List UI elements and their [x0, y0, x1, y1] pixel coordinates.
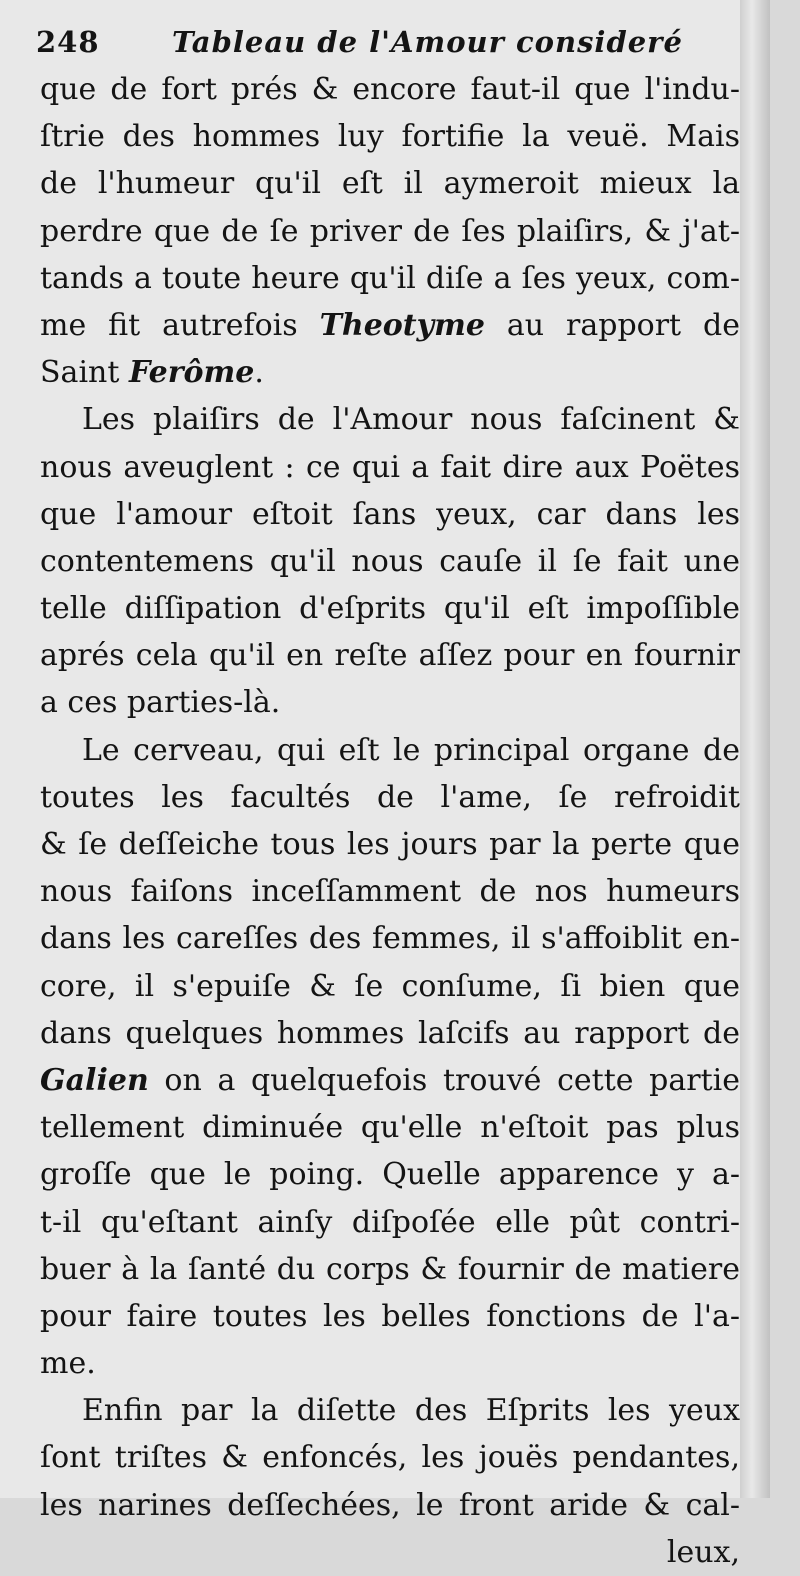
text-line: tands a toute heure qu'il diſe a ſes yeux, com- [40, 260, 740, 296]
body-text [40, 66, 740, 1576]
paragraph-start: Les plaiſirs de l'Amour nous faſcinent & [82, 402, 740, 438]
text-line [40, 302, 740, 349]
text-line: groſſe que le poing. Quelle apparence y a- [40, 1157, 740, 1193]
text-line: contentemens qu'il nous cauſe il ſe fait une [40, 543, 740, 579]
text-line: de l'humeur qu'il eſt il aymeroit mieux la [40, 166, 740, 202]
text-line: nous aveuglent : ce qui a fait dire aux Poëtes [40, 449, 740, 485]
text-line: toutes les facultés de l'ame, ſe refroidit [40, 779, 740, 815]
text-line [40, 1057, 740, 1104]
catchword: leux, [666, 1534, 740, 1570]
text-line: telle diſſipation d'eſprits qu'il eſt impoſſible [40, 591, 740, 627]
text-line: t-il qu'eſtant ainſy diſpoſée elle pût contri- [40, 1204, 740, 1240]
text-line: buer à la ſanté du corps & fournir de matiere [40, 1251, 740, 1287]
text-segment: on a quelquefois trouvé cette partie [148, 1062, 740, 1098]
text-line: tellement diminuée qu'elle n'eſtoit pas plus [40, 1110, 740, 1146]
name-galien: Galien [40, 1062, 149, 1098]
text-line: que de fort prés & encore faut-il que l'indu- [40, 72, 740, 107]
page-edge [740, 0, 770, 1498]
text-line: core, il s'epuiſe & ſe conſume, ſi bien que [40, 968, 740, 1004]
page-number: 248 [36, 25, 100, 59]
text-line: a ces parties-là. [40, 685, 281, 721]
text-line: nous faiſons inceſſamment de nos humeurs [40, 874, 740, 910]
text-line: ſtrie des hommes luy fortifie la veuë. Mais [40, 119, 740, 155]
name-theotyme: Theotyme [319, 307, 485, 343]
text-line: pour faire toutes les belles fonctions de l'a- [40, 1298, 740, 1334]
text-line: que l'amour eſtoit ſans yeux, car dans les [40, 496, 740, 532]
text-line: perdre que de ſe priver de ſes plaiſirs, & j'at- [40, 213, 740, 249]
text-line: me. [40, 1346, 96, 1382]
text-line [40, 349, 740, 396]
text-line: dans quelques hommes laſcifs au rapport de [40, 1015, 740, 1051]
text-line: dans les careſſes des femmes, il s'affoiblit en- [40, 921, 740, 957]
text-segment: au rapport de [484, 307, 740, 343]
running-head: Tableau de l'Amour consideré [172, 25, 683, 59]
text-segment: Saint [40, 355, 129, 391]
text-line: aprés cela qu'il en reſte aſſez pour en fournir [40, 638, 740, 674]
page-header [36, 18, 736, 66]
text-segment: . [254, 355, 264, 391]
text-segment: me fit autrefois [40, 307, 320, 343]
text-line: ſont triſtes & enfoncés, les jouës pendantes, [40, 1440, 740, 1476]
text-line: les narines deſſechées, le front aride & cal- [40, 1487, 740, 1523]
paragraph-start: Le cerveau, qui eſt le principal organe de [82, 732, 740, 768]
name-jerome: Ferôme [128, 355, 255, 391]
text-line: & ſe deſſeiche tous les jours par la perte que [40, 827, 740, 862]
paragraph-start: Enfin par la diſette des Eſprits les yeux [82, 1393, 740, 1429]
